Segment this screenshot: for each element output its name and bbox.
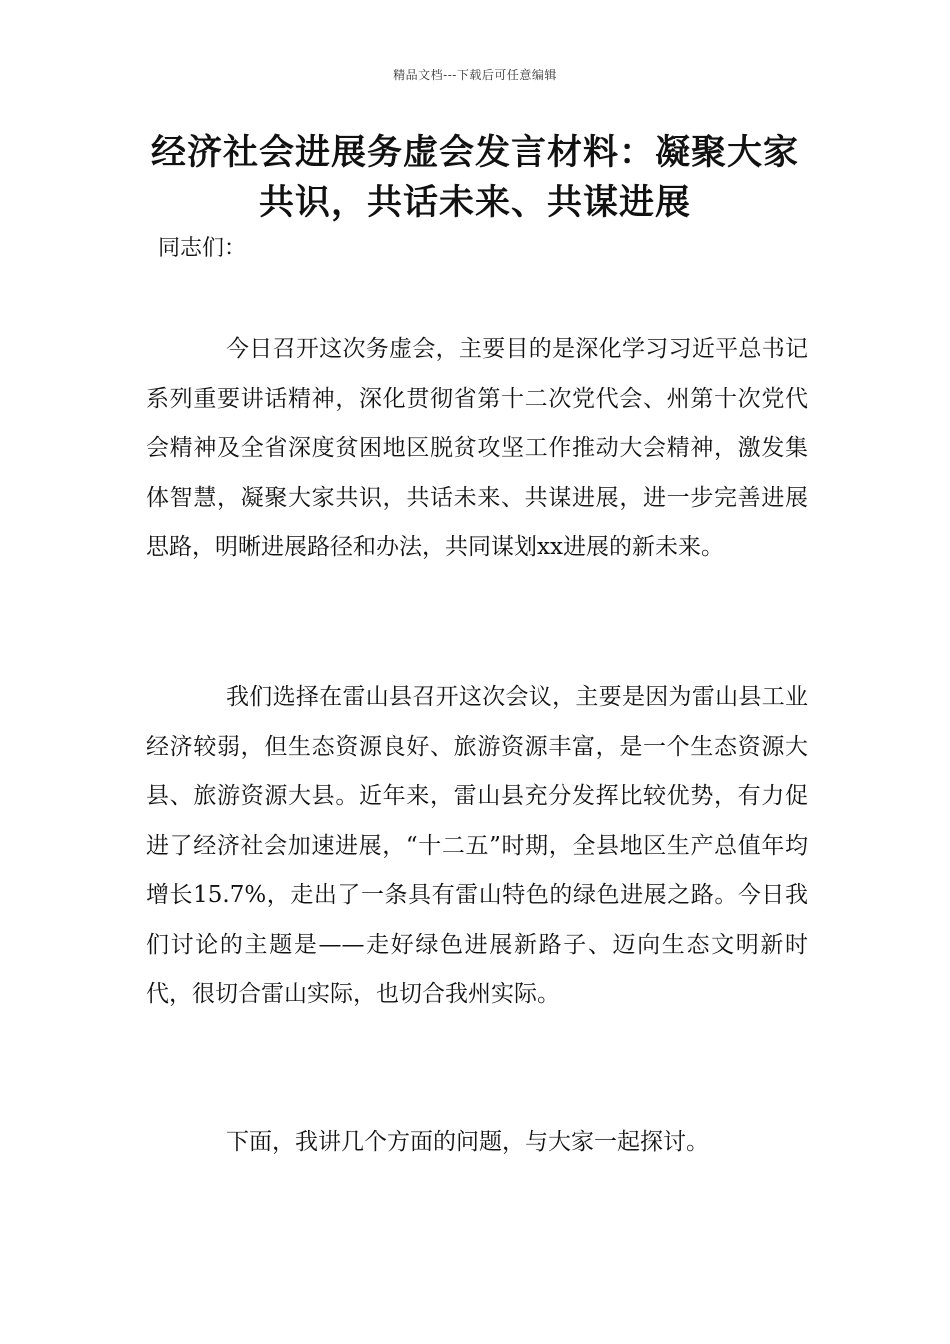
paragraph-2: 我们选择在雷山县召开这次会议，主要是因为雷山县工业经济较弱，但生态资源良好、旅游资源丰富，是一个生态资源大县、旅游资源大县。近年来，雷山县充分发挥比较优势，有力促进了经济社会加速进展，“十二五”时期，全县地区生产总值年均增长15.7%，走出了一条具有雷山特色的绿色进展之路。今日我们讨论的主题是——走好绿色进展新路子、迈向生态文明新时代，很切合雷山实际，也切合我州实际。	[146, 684, 808, 1007]
salutation: 同志们：	[158, 236, 247, 261]
paragraph-3: 下面，我讲几个方面的问题，与大家一起探讨。	[226, 1129, 709, 1155]
header-note: 精品文档---下载后可任意编辑	[393, 68, 557, 82]
document-title: 经济社会进展务虚会发言材料：凝聚大家共识，共话未来、共谋进展	[150, 133, 799, 223]
paragraph-1: 今日召开这次务虚会，主要目的是深化学习习近平总书记系列重要讲话精神，深化贯彻省第十二次党代会、州第十次党代会精神及全省深度贫困地区脱贫攻坚工作推动大会精神，激发集体智慧，凝聚大家共识，共话未来、共谋进展，进一步完善进展思路，明晰进展路径和办法，共同谋划xx进展的新未来。	[146, 336, 808, 560]
